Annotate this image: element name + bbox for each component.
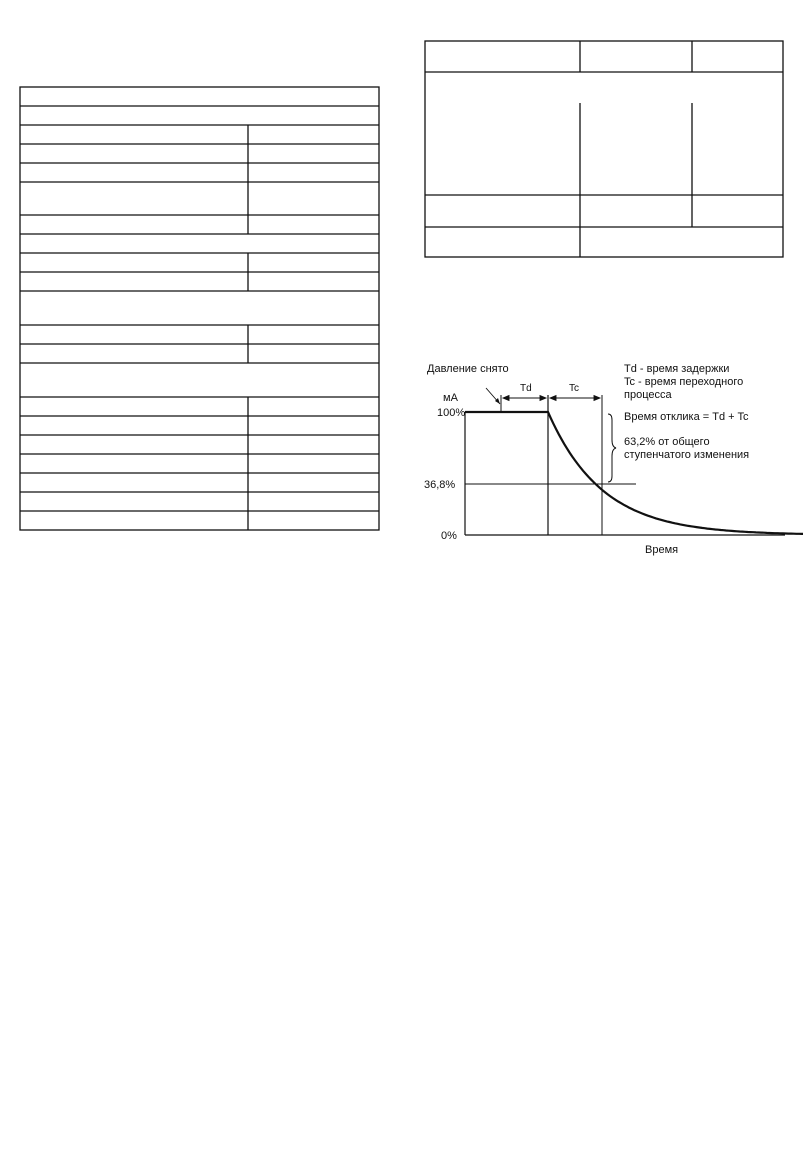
y-tick-label: 0%	[441, 530, 457, 542]
y-axis-label: мА	[443, 392, 458, 404]
td-arrow-left-head	[503, 396, 509, 401]
y-tick-label: 36,8%	[424, 479, 456, 491]
td-arrow-right-head	[540, 396, 546, 401]
tc-label: Tc	[569, 383, 579, 394]
legend-td: Td - время задержки	[624, 363, 730, 375]
right-table	[425, 41, 783, 257]
right-table-frame	[425, 41, 783, 257]
step-brace	[608, 414, 616, 482]
tc-arrow-right-head	[594, 396, 600, 401]
x-axis-label: Время	[645, 544, 679, 556]
legend-tc-line2: процесса	[624, 389, 672, 401]
tc-arrow-left-head	[550, 396, 556, 401]
td-label: Td	[520, 383, 532, 394]
step-change-line2: ступенчатого изменения	[624, 449, 750, 461]
step-change-line1: 63,2% от общего	[624, 436, 710, 448]
y-tick-label: 100%	[437, 407, 466, 419]
legend-tc-line1: Tc - время переходного	[624, 376, 744, 388]
response-time-formula: Время отклика = Td + Tc	[624, 411, 749, 423]
series-line-response	[465, 412, 803, 534]
left-table-frame	[20, 87, 379, 530]
response-chart	[424, 363, 803, 556]
left-table	[20, 87, 379, 530]
pressure-removed-label: Давление снято	[427, 363, 509, 375]
